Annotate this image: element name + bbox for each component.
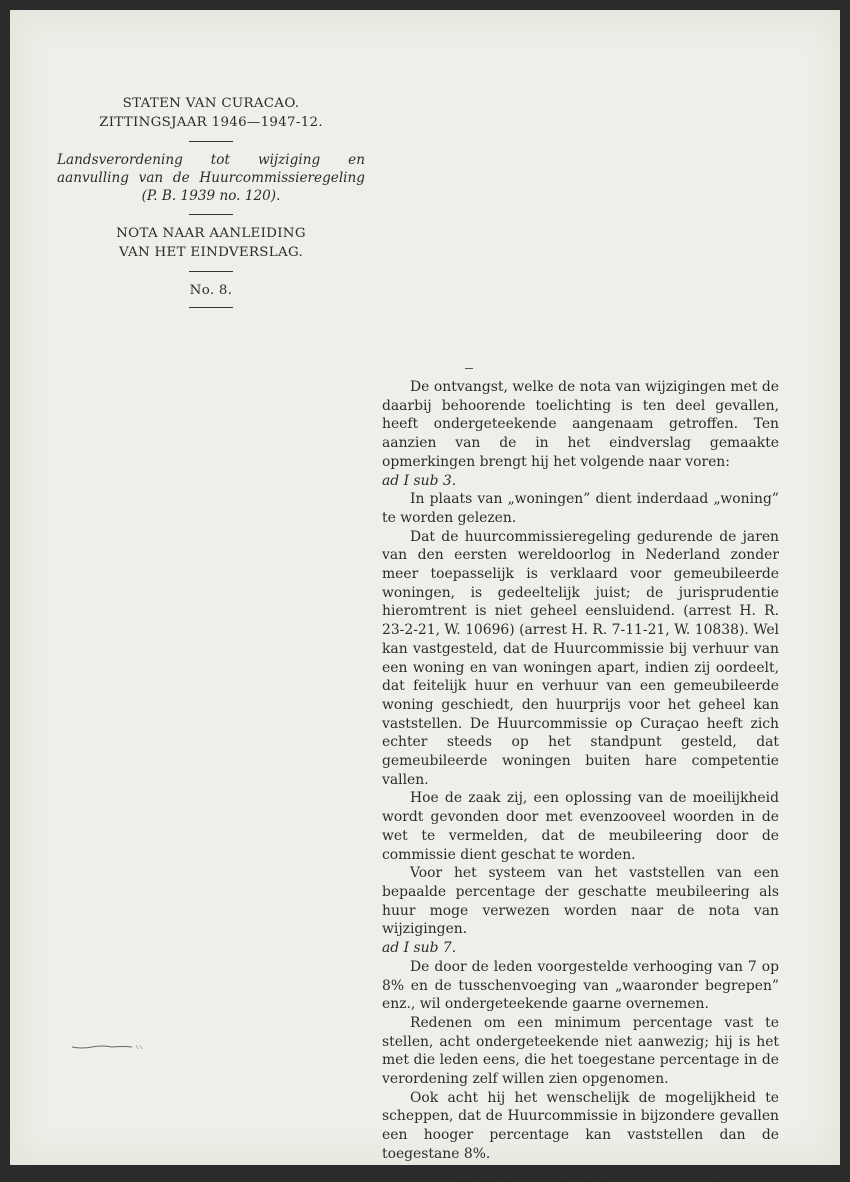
pencil-scribble-mark [72,1044,144,1050]
divider [189,271,233,272]
document-header [55,94,367,317]
paragraph: Voor het systeem van het vaststellen van een bepaalde percentage der geschatte meubileering als huur moge verwezen worden naar de nota van wijzigingen. [382,865,779,938]
divider [189,307,233,308]
section-heading: ad I sub 3. [382,472,457,489]
document-page [10,10,840,1181]
paragraph: Redenen om een minimum percentage vast te stellen, acht ondergeteekende niet aanwezig; hij is het met die leden eens, die het toegestane percentage in de verordening zelf willen zien opgenomen. [382,1014,779,1088]
title-line-1: STATEN VAN CURACAO. [122,96,300,111]
paragraph: De door de leden voorgestelde verhooging van 7 op 8% en de tusschenvoeging van „waaronder begrepen” enz., wil ondergeteekende gaarne overnemen. [382,958,779,1013]
divider [189,141,233,142]
body-text [382,378,779,1182]
doc-type-line-1: NOTA NAAR AANLEIDING [116,226,306,241]
paragraph: In plaats van „woningen” dient inderdaad „woning” te worden gelezen. [382,491,779,526]
doc-type-line-2: VAN HET EINDVERSLAG. [118,245,304,260]
title-line-2: ZITTINGSJAAR 1946—1947-12. [99,115,323,130]
paragraph: Hij denkt in dit verband in het bijzonder aan die ge- [410,1164,777,1181]
paragraph: Ook acht hij het wenschelijk de mogelijkheid te scheppen, dat de Huurcommissie in bijzondere gevallen een hooger percentage kan vaststellen dan de toegestane 8%. [382,1089,779,1162]
ink-dash-mark [465,368,473,369]
document-number: No. 8. [189,283,233,298]
subject-line: Landsverordening tot wijziging en aanvulling van de Huurcommissieregeling (P. B. 1939 no. 120). [57,152,365,204]
section-heading: ad I sub 7. [382,940,457,957]
divider [189,214,233,215]
paragraph: Dat de huurcommissieregeling gedurende de jaren van den eersten wereldoorlog in Nederland zonder meer toepasselijk is verklaard voor gemeubileerde woningen, is gedeeltelijk juist; de jurisprudentie hieromtrent is niet geheel eensluidend. (arrest H. R. 23-2-21, W. 10696) (arrest H. R. 7-11-21, W. 10838). Wel kan vastgesteld, dat de Huurcommissie bij verhuur van een woning en van woningen apart, indien zij oordeelt, dat feitelijk huur en verhuur van een gemeubileerde woning geschiedt, den huurprijs voor het geheel kan vaststellen. De Huurcommissie op Curaçao heeft zich echter steeds op het standpunt gesteld, dat gemeubileerde woningen buiten hare competentie vallen. [382,528,779,788]
paragraph: De ontvangst, welke de nota van wijzigingen met de daarbij behoorende toelichting is ten deel gevallen, heeft ondergeteekende aangenaam getroffen. Ten aanzien van de in het eindverslag gemaakte opmerkingen brengt hij het volgende naar voren: [382,379,779,470]
paragraph: Hoe de zaak zij, een oplossing van de moeilijkheid wordt gevonden door met evenzooveel woorden in de wet te vermelden, dat de meubileering door de commissie dient geschat te worden. [382,790,779,863]
